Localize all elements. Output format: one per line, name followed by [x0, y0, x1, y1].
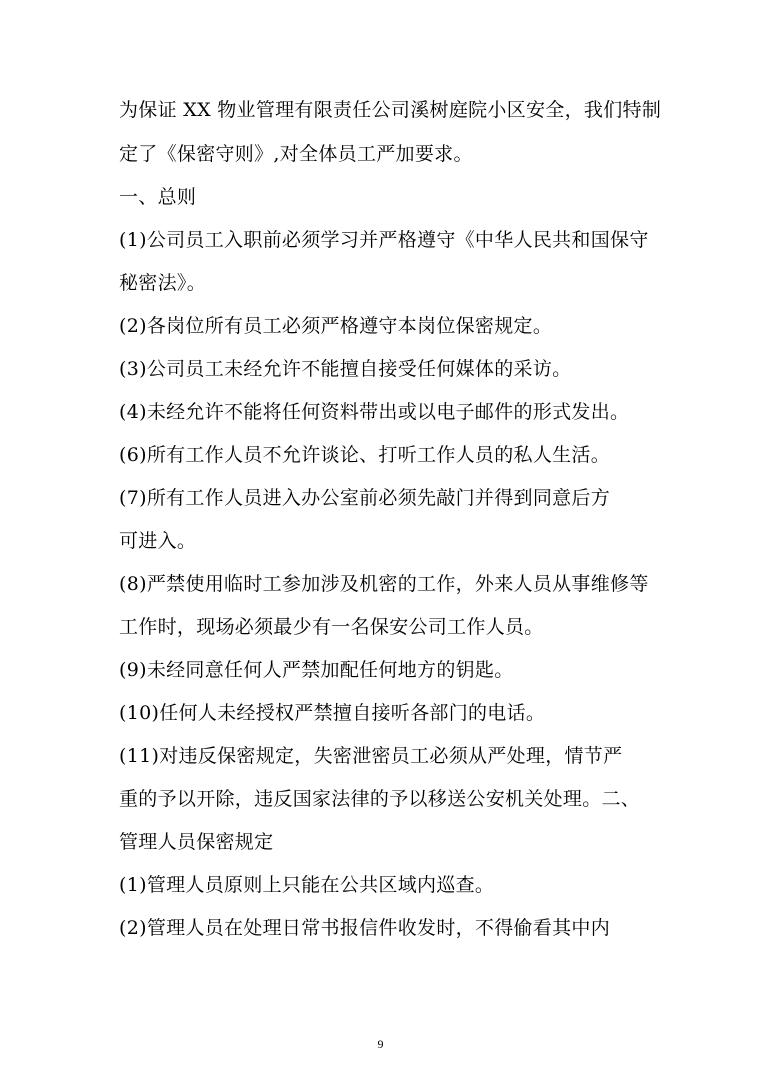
text-line: (6)所有工作人员不允许谈论、打听工作人员的私人生活。 [119, 444, 611, 466]
text-line: (11)对违反保密规定，失密泄密员工必须从严处理，情节严 [119, 745, 623, 767]
text-line: (2)各岗位所有员工必须严格遵守本岗位保密规定。 [119, 315, 553, 337]
text-line: (3)公司员工未经允许不能擅自接受任何媒体的采访。 [119, 358, 572, 380]
text-line: 秘密法》。 [119, 272, 207, 294]
text-line: (10)任何人未经授权严禁擅自接听各部门的电话。 [119, 702, 546, 724]
text-line: (9)未经同意任何人严禁加配任何地方的钥匙。 [119, 659, 514, 681]
section-heading: 一、总则 [119, 186, 197, 208]
text-line: 可进入。 [119, 530, 197, 552]
text-line: 定了《保密守则》,对全体员工严加要求。 [119, 143, 473, 165]
text-line: (7)所有工作人员进入办公室前必须先敲门并得到同意后方 [119, 487, 611, 509]
text-line: (4)未经允许不能将任何资料带出或以电子邮件的形式发出。 [119, 401, 630, 423]
text-line: (1)管理人员原则上只能在公共区域内巡查。 [119, 874, 495, 896]
text-line: 工作时，现场必须最少有一名保安公司工作人员。 [119, 616, 544, 638]
text-line: (2)管理人员在处理日常书报信件收发时，不得偷看其中内 [119, 917, 611, 939]
page-number: 9 [377, 1037, 384, 1051]
section-heading: 管理人员保密规定 [119, 831, 274, 853]
text-line: (8)严禁使用临时工参加涉及机密的工作，外来人员从事维修等 [119, 573, 649, 595]
text-line: 为保证 XX 物业管理有限责任公司溪树庭院小区安全，我们特制 [119, 99, 662, 121]
text-line: 重的予以开除，违反国家法律的予以移送公安机关处理。二、 [119, 788, 641, 810]
text-line: (1)公司员工入职前必须学习并严格遵守《中华人民共和国保守 [119, 229, 649, 251]
